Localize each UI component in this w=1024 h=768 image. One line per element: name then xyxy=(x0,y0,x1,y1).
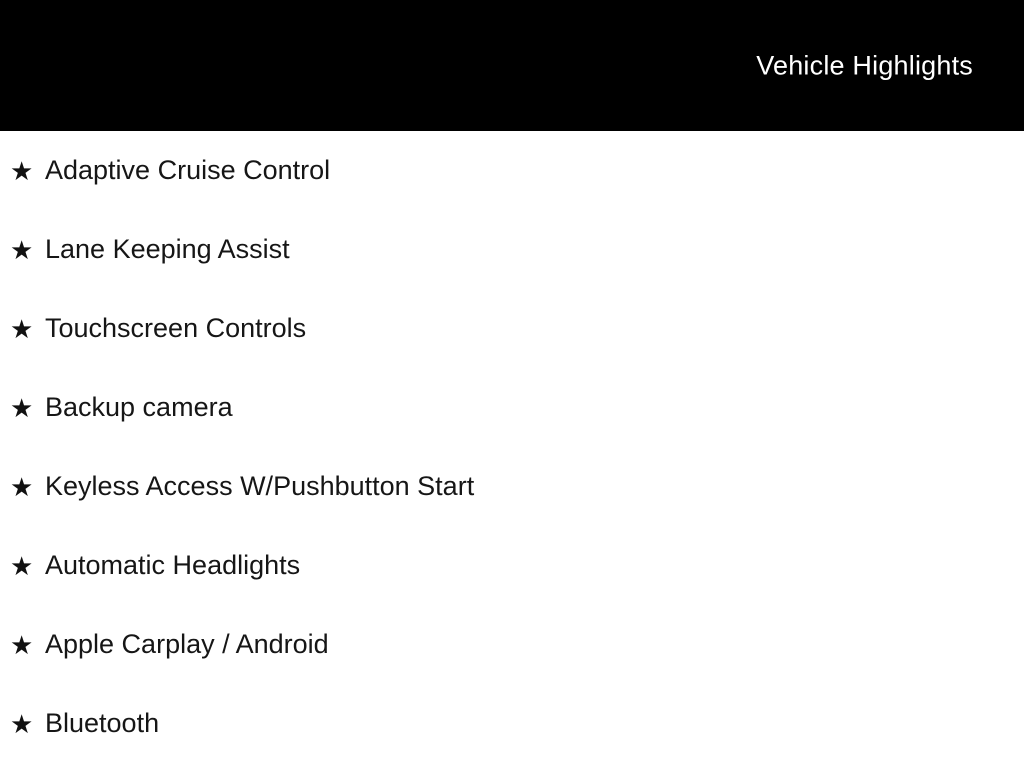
list-item xyxy=(0,289,1024,368)
star-icon: ★ xyxy=(10,313,34,344)
star-icon: ★ xyxy=(10,234,34,265)
list-item xyxy=(0,210,1024,289)
list-item xyxy=(0,368,1024,447)
list-item-label: Automatic Headlights xyxy=(45,549,301,580)
list-item-label: Adaptive Cruise Control xyxy=(45,154,331,185)
star-icon: ★ xyxy=(10,471,34,502)
list-item xyxy=(0,447,1024,526)
list-item xyxy=(0,684,1024,763)
highlights-list xyxy=(0,131,1024,763)
list-item-label: Keyless Access W/Pushbutton Start xyxy=(45,470,475,501)
header-bar xyxy=(0,0,1024,131)
star-icon: ★ xyxy=(10,392,34,423)
list-item xyxy=(0,605,1024,684)
vehicle-highlights-panel xyxy=(0,131,1024,763)
star-icon: ★ xyxy=(10,629,34,660)
star-icon: ★ xyxy=(10,708,34,739)
list-item-label: Apple Carplay / Android xyxy=(45,628,329,659)
page-title: Vehicle Highlights xyxy=(756,50,973,80)
list-item-label: Lane Keeping Assist xyxy=(45,233,290,264)
list-item-label: Bluetooth xyxy=(45,707,160,738)
star-icon: ★ xyxy=(10,155,34,186)
list-item-label: Touchscreen Controls xyxy=(45,312,307,343)
list-item xyxy=(0,526,1024,605)
list-item xyxy=(0,131,1024,210)
list-item-label: Backup camera xyxy=(45,391,233,422)
star-icon: ★ xyxy=(10,550,34,581)
